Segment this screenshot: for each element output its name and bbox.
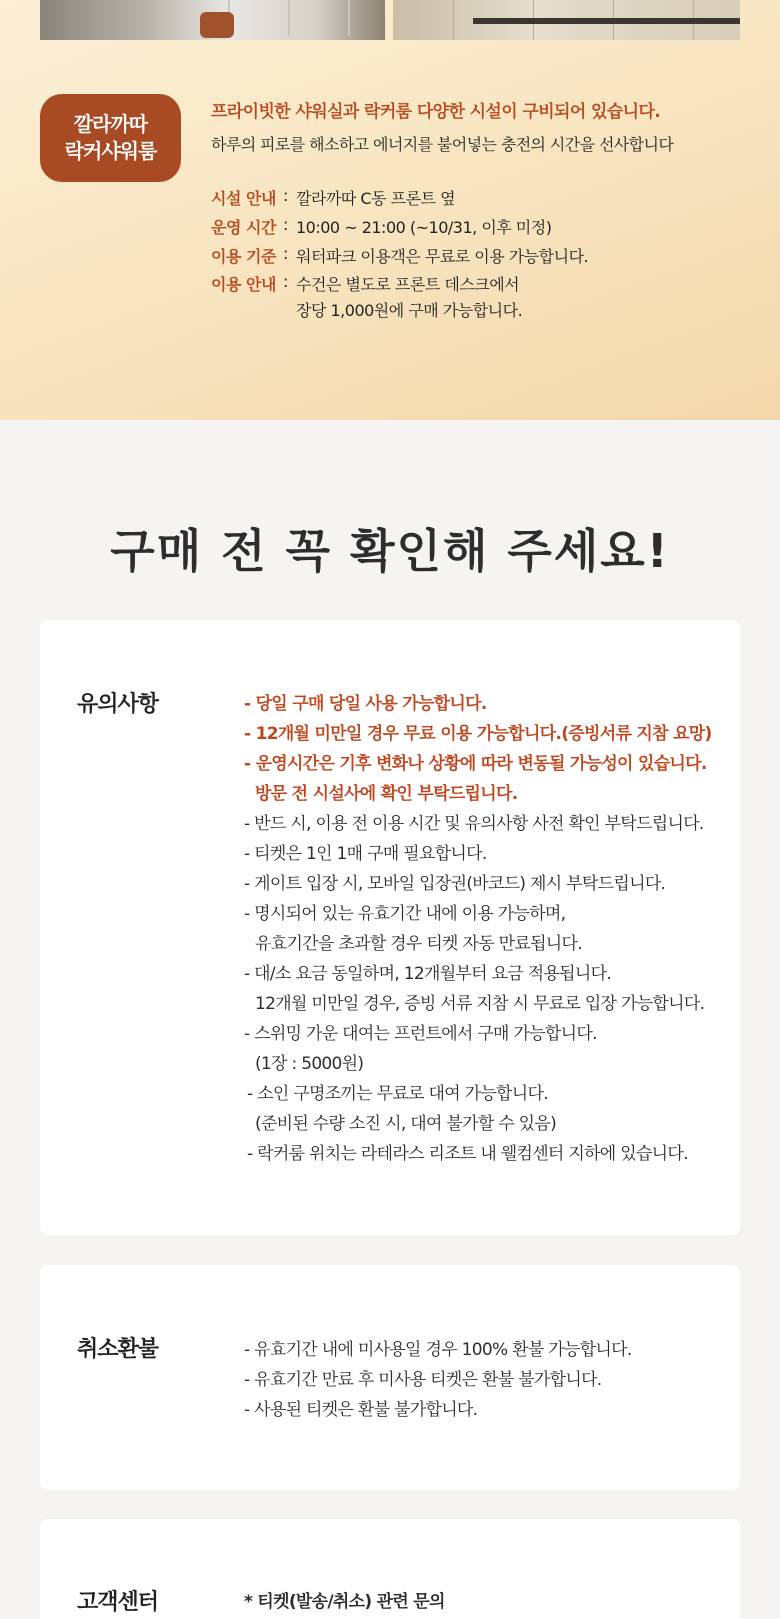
caution-line: - 대/소 요금 동일하며, 12개월부터 요금 적용됩니다. — [244, 964, 612, 984]
support-label: 고객센터 — [77, 1590, 159, 1615]
refund-line: - 사용된 티켓은 환불 불가합니다. — [244, 1400, 478, 1420]
caution-line: - 12개월 미만일 경우 무료 이용 가능합니다.(증빙서류 지참 요망) — [244, 724, 712, 744]
info-value: 수건은 별도로 프론트 데스크에서 — [296, 275, 520, 294]
info-label: 이용 안내 — [211, 275, 276, 294]
info-colon: : — [283, 272, 288, 291]
info-label: 이용 기준 — [211, 247, 276, 266]
caution-line: (1장 : 5000원) — [255, 1054, 364, 1074]
facility-name-badge — [40, 94, 181, 182]
caution-line: - 당일 구매 당일 사용 가능합니다. — [244, 694, 487, 714]
shower-room-photo — [393, 0, 740, 40]
support-line: * 티켓(발송/취소) 관련 문의 — [244, 1592, 445, 1612]
caution-line: - 스위밍 가운 대여는 프런트에서 구매 가능합니다. — [244, 1024, 597, 1044]
refund-card — [40, 1265, 740, 1490]
caution-line: (준비된 수량 소진 시, 대여 불가할 수 있음) — [255, 1114, 557, 1134]
facility-photo-strip — [40, 0, 740, 40]
info-value: 워터파크 이용객은 무료로 이용 가능합니다. — [296, 247, 589, 266]
info-label: 운영 시간 — [211, 218, 276, 237]
caution-line: - 명시되어 있는 유효기간 내에 이용 가능하며, — [244, 904, 566, 924]
refund-label: 취소환불 — [77, 1337, 159, 1362]
facility-headline: 프라이빗한 샤워실과 락커룸 다양한 시설이 구비되어 있습니다. — [211, 102, 661, 122]
info-colon: : — [283, 244, 288, 263]
refund-line: - 유효기간 만료 후 미사용 티켓은 환불 불가합니다. — [244, 1370, 602, 1390]
caution-line: - 반드 시, 이용 전 이용 시간 및 유의사항 사전 확인 부탁드립니다. — [244, 814, 704, 834]
caution-line: 12개월 미만일 경우, 증빙 서류 지참 시 무료로 입장 가능합니다. — [255, 994, 705, 1014]
notice-title: 구매 전 꼭 확인해 주세요! — [110, 524, 670, 578]
caution-line: - 운영시간은 기후 변화나 상황에 따라 변동될 가능성이 있습니다. — [244, 754, 707, 774]
info-label: 시설 안내 — [211, 189, 276, 208]
info-value: 10:00 ~ 21:00 (~10/31, 이후 미정) — [296, 218, 552, 237]
info-value: 깔라까따 C동 프론트 옆 — [296, 189, 456, 208]
caution-line: - 게이트 입장 시, 모바일 입장권(바코드) 제시 부탁드립니다. — [244, 874, 666, 894]
badge-line-1: 깔라까따 — [73, 112, 148, 136]
badge-line-2: 락커샤워룸 — [64, 139, 157, 163]
facility-section — [0, 0, 780, 420]
support-card — [40, 1519, 740, 1619]
caution-line: - 티켓은 1인 1매 구매 필요합니다. — [244, 844, 487, 864]
info-colon: : — [283, 215, 288, 234]
refund-line: - 유효기간 내에 미사용일 경우 100% 환불 가능합니다. — [244, 1340, 632, 1360]
facility-description: 하루의 피로를 해소하고 에너지를 불어넣는 충전의 시간을 선사합니다 — [211, 135, 674, 154]
caution-line: - 락커룸 위치는 라테라스 리조트 내 웰컴센터 지하에 있습니다. — [247, 1144, 688, 1164]
caution-line: 방문 전 시설사에 확인 부탁드립니다. — [255, 784, 518, 804]
cautions-label: 유의사항 — [77, 692, 159, 717]
info-value-continued: 장당 1,000원에 구매 가능합니다. — [296, 301, 523, 320]
caution-line: 유효기간을 초과할 경우 티켓 자동 만료됩니다. — [255, 934, 582, 954]
caution-line: - 소인 구명조끼는 무료로 대여 가능합니다. — [247, 1084, 548, 1104]
info-colon: : — [283, 186, 288, 205]
cautions-card — [40, 620, 740, 1235]
locker-room-photo — [40, 0, 385, 40]
